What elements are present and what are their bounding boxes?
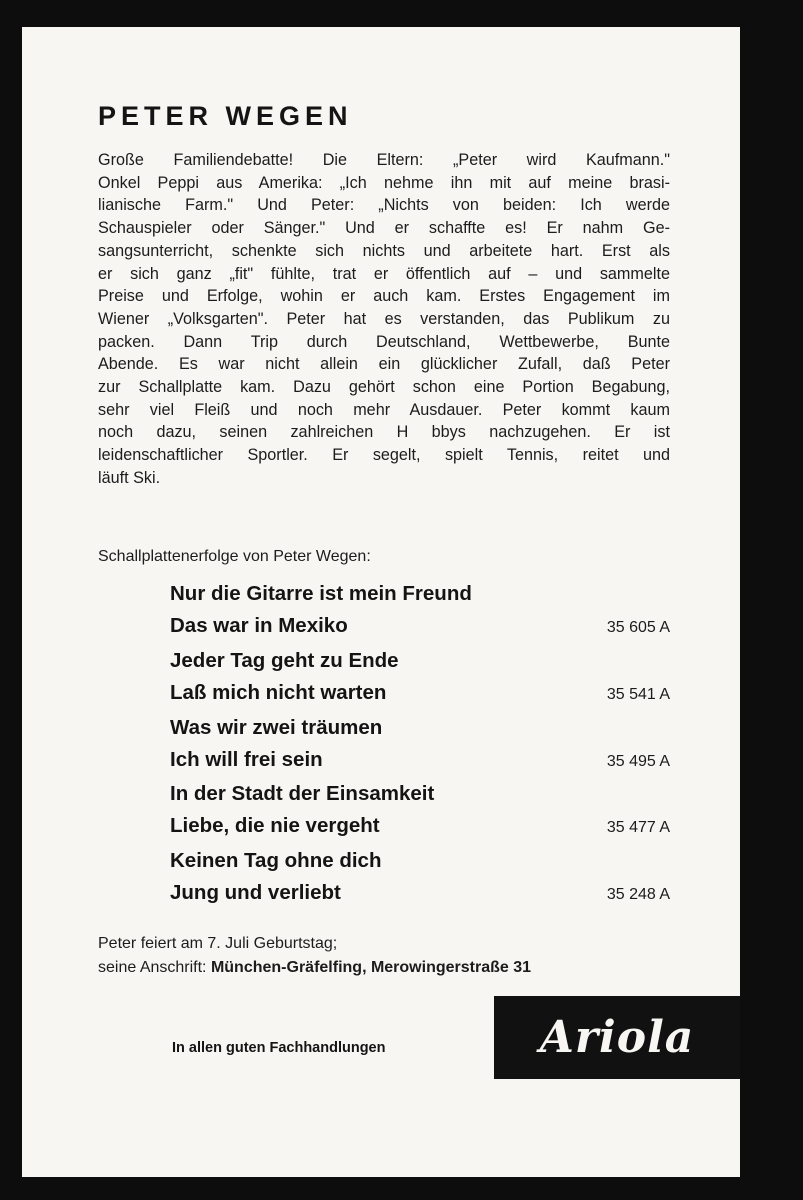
bio-line: sangsunterricht, schenkte sich nichts und arbeitete hart. Erst als <box>98 241 670 260</box>
ariola-logo-text: Ariola <box>539 1012 695 1063</box>
bio-line: packen. Dann Trip durch Deutschland, Wettbewerbe, Bunte <box>98 332 670 351</box>
record-b-side: Liebe, die nie vergeht <box>170 814 380 838</box>
record-b-side: Jung und verliebt <box>170 881 341 905</box>
address-value: München-Gräfelfing, Merowingerstraße 31 <box>210 959 532 976</box>
retail-note: In allen guten Fachhandlungen <box>172 1040 386 1056</box>
bio-line: noch dazu, seinen zahlreichen H bbys nachzugehen. Er ist <box>98 423 670 442</box>
address-line <box>98 959 531 977</box>
record-catalog-number: 35 248 A <box>606 886 670 904</box>
bio-line: Große Familiendebatte! Die Eltern: „Peter wird Kaufmann." <box>98 151 670 169</box>
record-entry <box>170 582 670 649</box>
bio-line: Schauspieler oder Sänger." Und er schaffte es! Er nahm Ge- <box>98 219 670 238</box>
record-a-side: Nur die Gitarre ist mein Freund <box>170 582 472 605</box>
record-entry <box>170 782 670 849</box>
records-title: Schallplattenerfolge von Peter Wegen: <box>98 548 371 565</box>
record-catalog-number: 35 477 A <box>606 819 670 837</box>
bio-line: Abende. Es war nicht allein ein glücklicher Zufall, daß Peter <box>98 355 670 374</box>
bio-line: Wiener „Volksgarten". Peter hat es verstanden, das Publikum zu <box>98 309 670 328</box>
autograph-card <box>22 27 740 1177</box>
bio-line: lianische Farm." Und Peter: „Nichts von beiden: Ich werde <box>98 196 670 215</box>
record-catalog-number: 35 541 A <box>606 685 670 703</box>
bio-line: leidenschaftlicher Sportler. Er segelt, spielt Tennis, reitet und <box>98 446 670 465</box>
record-entry <box>170 649 670 716</box>
bio-line: Preise und Erfolge, wohin er auch kam. Erstes Engagement im <box>98 287 670 306</box>
address-label: seine Anschrift: <box>98 959 207 976</box>
record-a-side: In der Stadt der Einsamkeit <box>170 782 435 806</box>
ariola-logo <box>494 996 740 1079</box>
record-b-side: Ich will frei sein <box>170 747 323 771</box>
bio-line: läuft Ski. <box>98 468 161 487</box>
birthday-note: Peter feiert am 7. Juli Geburtstag; <box>98 935 338 952</box>
record-a-side: Was wir zwei träumen <box>170 715 383 739</box>
bio-line: zur Schallplatte kam. Dazu gehört schon eine Portion Begabung, <box>98 378 670 397</box>
bio-line: Onkel Peppi aus Amerika: „Ich nehme ihn mit auf meine brasi- <box>98 173 670 192</box>
record-b-side: Laß mich nicht warten <box>170 680 387 704</box>
record-entry <box>170 849 670 916</box>
record-entry <box>170 716 670 783</box>
record-list <box>170 582 670 916</box>
biography-text <box>98 149 670 490</box>
bio-line: er sich ganz „fit" fühlte, trat er öffentlich auf – und sammelte <box>98 264 670 283</box>
record-a-side: Keinen Tag ohne dich <box>170 849 382 873</box>
record-catalog-number: 35 605 A <box>606 619 670 636</box>
bio-line: sehr viel Fleiß und noch mehr Ausdauer. Peter kommt kaum <box>98 400 670 419</box>
record-a-side: Jeder Tag geht zu Ende <box>170 648 399 672</box>
record-b-side: Das war in Mexiko <box>170 614 348 637</box>
record-catalog-number: 35 495 A <box>606 752 670 770</box>
artist-name-heading: PETER WEGEN <box>98 101 353 131</box>
